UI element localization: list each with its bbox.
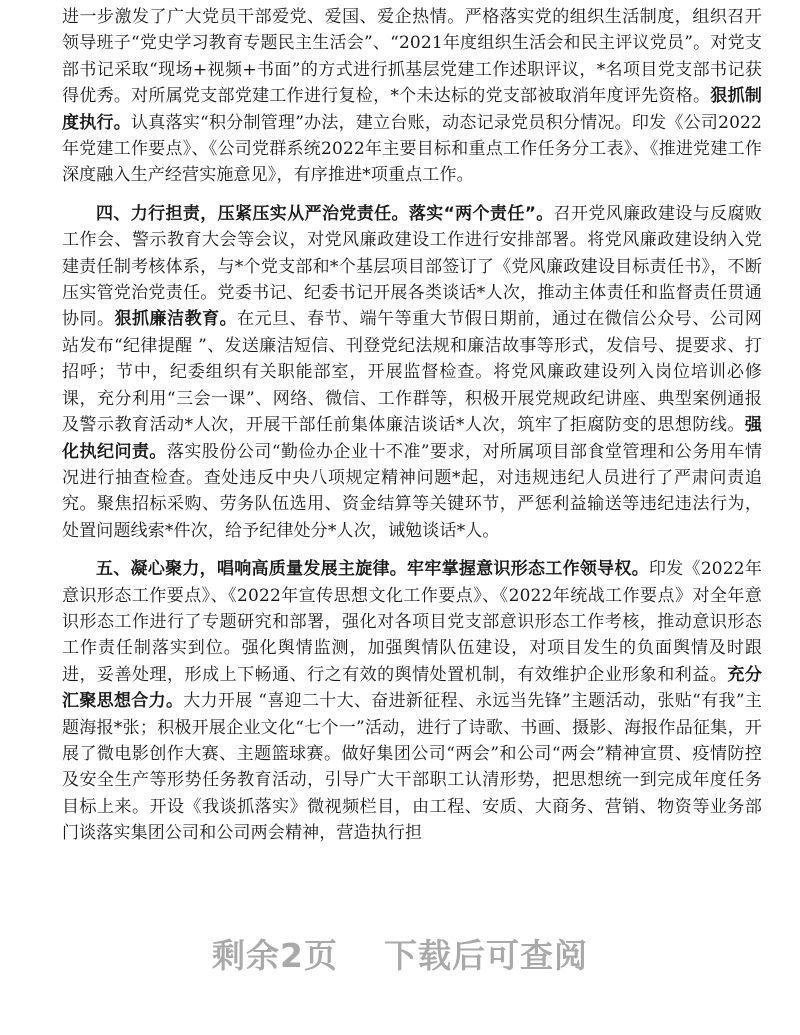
subheading-ideological-synergy: 充分汇聚思想合力。 [62,664,762,712]
section-5-heading: 五、凝心聚力，唱响高质量发展主旋律。牢牢掌握意识形态工作领导权。 [96,559,649,580]
section-5-text: 印发《2022年意识形态工作要点》、《2022年宣传思想文化工作要点》、《2022年统战工作要点》对全年意识形态工作进行了专题研究和部署，强化对各项目党支部意识形态工作考核，推动意识形态工作责任制落实到位。强化舆情监测，加强舆情队伍建设，对项目发生的负面舆情及时跟进，妥善处理，形成上下畅通、行之有效的舆情处置机制，有效维护企业形象和利益。 [62,559,762,685]
section-4-text: 召开党风廉政建设与反腐败工作会、警示教育大会等会议，对党风廉政建设工作进行安排部署。将党风廉政建设纳入党建责任制考核体系，与*个党支部和*个基层项目部签订了《党风廉政建设目标责任书》，不断压实管党治党责任。党委书记、纪委书记开展各类谈话*人次，推动主体责任和监督责任贯通协同。 [62,203,762,330]
section-4-text: 落实股份公司“勤俭办企业十不准”要求，对所属项目部食堂管理和公务用车情况进行抽查检查。查处违反中央八项规定精神问题*起，对违规违纪人员进行了严肃问责追究。聚焦招标采购、劳务队伍选用、资金结算等关键环节，严惩利益输送等违纪违法行为，处置问题线索*件次，给予纪律处分*人次，诫勉谈话*人。 [62,441,762,541]
section-5-text: 大力开展 “喜迎二十大、奋进新征程、永远当先锋”主题活动，张贴“有我”主题海报*张；积极开展企业文化“七个一”活动，进行了诗歌、书画、摄影、海报作品征集，开展了微电影创作大赛、主题篮球赛。做好集团公司“两会”和公司“两会”精神宣贯、疫情防控及安全生产等形势任务教育活动，引导广大干部职工认清形势，把思想统一到完成年度任务目标上来。开设《我谈抓落实》微视频栏目，由工程、安质、大商务、营销、物资等业务部门谈落实集团公司和公司两会精神，营造执行担 [62,691,762,844]
remaining-pages-label: 剩余2页 [212,936,338,975]
document-body [62,4,762,847]
paragraph-intro [62,4,762,189]
paragraph-section-4 [62,201,762,544]
intro-text: 进一步激发了广大党员干部爱党、爱国、爱企热情。严格落实党的组织生活制度，组织召开领导班子“党史学习教育专题民主生活会”、“2021年度组织生活会和民主评议党员”。对党支部书记采取“现场+视频+书面”的方式进行抓基层党建工作述职评议，*名项目党支部书记获得优秀。对所属党支部党建工作进行复检，*个未达标的党支部被取消年度评先资格。 [62,7,762,107]
section-4-heading: 四、力行担责，压紧压实从严治党责任。落实“两个责任”。 [96,203,554,224]
remaining-pages-banner[interactable] [0,930,800,977]
subheading-integrity-education: 狠抓廉洁教育。 [114,309,238,330]
section-4-text: 在元旦、春节、端午等重大节假日期前，通过在微信公众号、公司网站发布“纪律提醒 ”、发送廉洁短信、刊登党纪法规和廉洁故事等形式，发信号、提要求、打招呼；节中，纪委组织有关职能部室，开展监督检查。将党风廉政建设列入岗位培训必修课，充分利用“三会一课”、网络、微信、工作群等，积极开展党规政纪讲座、典型案例通报及警示教育活动*人次，开展干部任前集体廉洁谈话*人次，筑牢了拒腐防变的思想防线。 [62,309,762,436]
download-hint-label: 下载后可查阅 [383,936,588,975]
intro-text: 认真落实“积分制管理”办法，建立台账，动态记录党员积分情况。印发《公司2022年党建工作要点》、《公司党群系统2022年主要目标和重点工作任务分工表》、《推进党建工作深度融入生产经营实施意见》，有序推进*项重点工作。 [62,112,762,186]
paragraph-section-5 [62,556,762,846]
subheading-accountability: 强化执纪问责。 [62,415,762,462]
subheading-system-execution: 狠抓制度执行。 [62,86,762,133]
